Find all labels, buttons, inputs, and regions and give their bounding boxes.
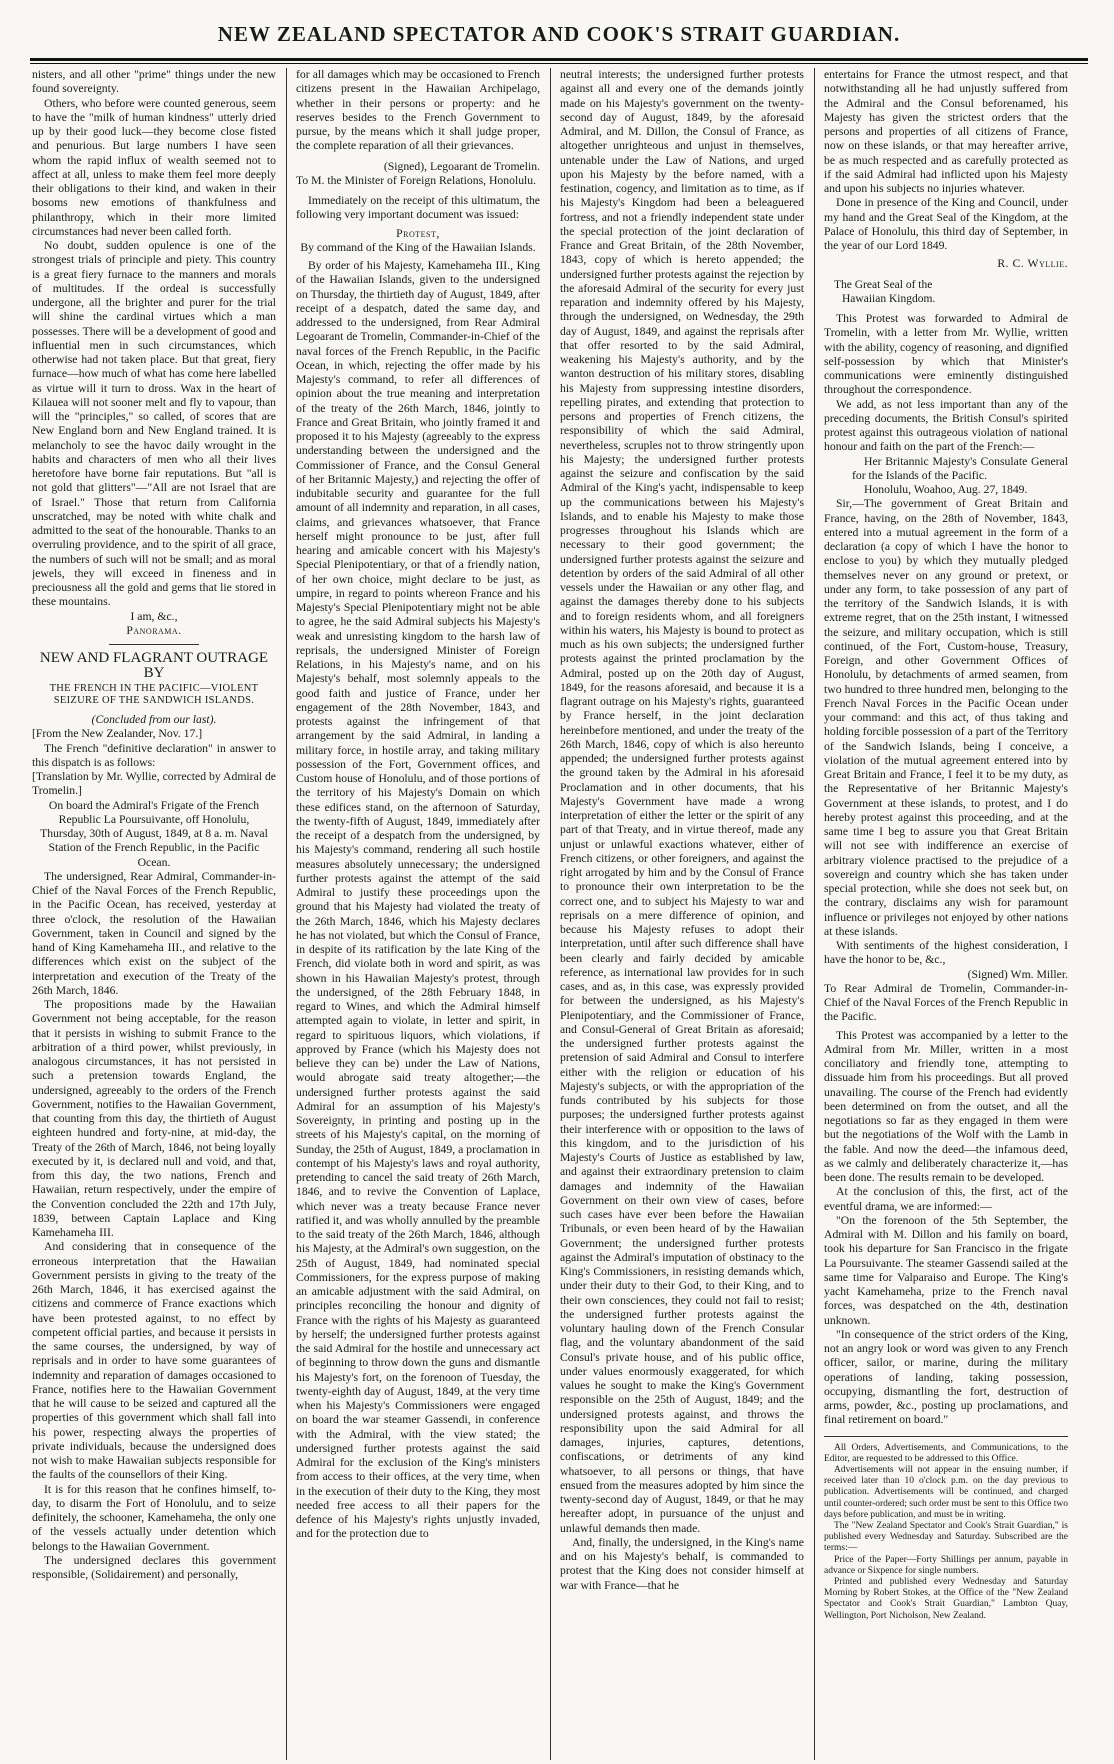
closing: I am, &c., bbox=[130, 609, 178, 623]
paragraph: With sentiments of the highest consideration, I have the honor to be, &c., bbox=[824, 939, 1068, 967]
dateline: Thursday, 30th of August, 1849, at 8 a. m. Naval Station of the French Republic, in the Pacific Ocean. bbox=[40, 827, 268, 869]
paragraph: The undersigned, Rear Admiral, Commander-in-Chief of the Naval Forces of the French Republic, in the Pacific Ocean, has received, yesterday at three o'clock, the resolution of the Hawaiian Government, taken in Council and signed by the hand of King Kamehameha III., and relative to the differences which exist on the subject of the interpretation and execution of the Treaty of the 26th March, 1846. bbox=[32, 869, 276, 997]
letter-heading: Her Britannic Majesty's Consulate General for the Islands of the Pacific. bbox=[852, 454, 1068, 482]
paragraph: It is for this reason that he confines himself, to-day, to disarm the Fort of Honolulu, and to seize definitely, the schooner, Kamehameha, the only one of the vessels actually under detention which belongs to the Hawaiian Government. bbox=[32, 1482, 276, 1553]
paragraph: nisters, and all other "prime" things under the new found sovereignty. bbox=[32, 68, 276, 96]
addressee: To Rear Admiral de Tromelin, Commander-in-Chief of the Naval Forces of the French Republic in the Pacific. bbox=[824, 981, 1068, 1024]
paragraph: Immediately on the receipt of this ultimatum, the following very important document was issued: bbox=[296, 194, 540, 222]
column-divider bbox=[550, 68, 551, 1760]
seal-line: The Great Seal of the bbox=[834, 278, 933, 291]
paragraph: Others, who before were counted generous, seem to have the "milk of human kindness" utterly dried up by their good luck—they become close fisted and penurious. But large numbers I have seen whom the rapid influx of wealth seemed not to affect at all, unless to make them feel more deeply their obligations to their kind, and waken in their bosoms new emotions of thankfulness and philanthropy, which in their more limited circumstances had never been called forth. bbox=[32, 96, 276, 238]
newspaper-title: NEW ZEALAND SPECTATOR AND COOK'S STRAIT GUARDIAN. bbox=[217, 22, 901, 46]
paragraph: The French "definitive declaration" in answer to this dispatch is as follows: bbox=[32, 741, 276, 769]
paragraph: neutral interests; the undersigned further protests against all and every one of the demands jointly made on his Majesty's government on the twenty-second day of August, 1849, by the aforesaid Admiral, and M. Dillon, the Consul of France, as altogether unrighteous and unjust in themselves, untenable under the Law of Nations, and urged upon his Majesty by the before named, with a festination, cogency, and limitation as to time, as if his Majesty's Kingdom had been a beleaguered fortress, and not a friendly independent state under the special protection of the joint declaration of France and Great Britain, of the 28th November, 1843, copy of which is hereto appended; the undersigned further protests against the rejection by the aforesaid Admiral of the security for every just reparation and indemnity offered by his Majesty, through the undersigned, on Wednesday, the 29th day of August, 1849, and against the reprisals after that offer resorted to by the said Admiral, weakening his Majesty's authority, and by the wanton destruction of his military stores, disabling his Majesty from suppressing intestine disorders, repelling pirates, and extending that protection to persons and properties of French citizens, the responsibility of which the said Admiral, nevertheless, scruples not to throw stringently upon his Majesty; the undersigned further protests against the seizure and confiscation by the said Admiral of the King's yacht, indispensable to keep up the communications between his Majesty's Islands, and to enable his Majesty to make those progresses throughout his Islands which are necessary to their good government; the undersigned further protests against the seizure and detention by orders of the said Admiral of all other vessels under the Hawaiian or any other flag, and against the damages thereby done to his subjects and to foreign residents whom, and all foreigners within his waters, his Majesty is bound to protect as much as his own subjects; the undersigned further protests against the printed proclamation by the Admiral, posted up on the 20th day of August, 1849, for the reasons aforesaid, and because it is a flagrant outrage on his Majesty's rights, guaranteed by France herself, in the joint declaration hereinbefore mentioned, and under the treaty of the 26th March, 1846, copy of which is also hereunto appended; the undersigned further protests against the ground taken by the Admiral in his aforesaid Proclamation and in other documents, that his Majesty's Government have made a wrong interpretation of either the letter or the spirit of any part of that Treaty, and in virtue thereof, made any unjust or unlawful exactions whatever, either of French citizens, or other foreigners, and against the right arrogated by him and by the Consul of France to pronounce their own interpretation to be the correct one, and to subject his Majesty to war and reprisals on a mere difference of opinion, and because his Majesty refuses to adopt their interpretation, until after such difference shall have been clearly and fairly decided by amicable reference, as international law provides for in such cases, and as, in this case, was expressly provided for between the undersigned, as his Majesty's Plenipotentiary, and the Commissioner of France, and Consul-General of Great Britain as aforesaid; the undersigned further protests against the pretension of said Admiral and Consul to interfere either with the religion or education of his Majesty's subjects, or with the appropriation of the funds contributed by his subjects for those purposes; the undersigned further protests against their interference with or opposition to the laws of this kingdom, and to the jurisdiction of his Majesty's Courts of Justice as established by law, and against their extraordinary pretension to claim damages and indemnity of the Hawaiian Government on their own view of cases, before such cases have ever been before the Hawaiian Tribunals, or even been heard of by the Hawaiian Government; the undersigned further protests against the Admiral's imputation of obstinacy to the King's Commissioners, in resisting demands which, under their duty to their God, to their King, and to their own consciences, they could not fail to resist; the undersigned further protests against the voluntary hauling down of the French Consular flag, and the voluntary abandonment of the said Consul's private house, and of his public office, under values enormously exaggerated, for which values he sought to make the King's Government responsible on the 25th of August, 1849; and the undersigned protests against, and throws the responsibility upon the said Admiral for all damages, injuries, captures, detentions, confiscations, or detriments of any kind whatsoever, to all persons or things, that have ensued from the measures adopted by him since the twenty-second day of August, 1849, or that he may hereafter adopt, in pursuance of the unjust and unlawful demands then made. bbox=[560, 68, 804, 1535]
signature: R. C. Wyllie. bbox=[997, 257, 1068, 271]
column-divider bbox=[814, 68, 815, 1760]
section-subheading: By command of the King of the Hawaiian Islands. bbox=[300, 240, 536, 254]
masthead-rule-thick bbox=[30, 58, 1088, 61]
paragraph: The propositions made by the Hawaiian Government not being acceptable, for the reason that it persists in wishing to submit France to the arbitration of a third power, whilst previously, in analogous circumstances, it has not persisted in such a pretension towards England, the undersigned, agreeably to the orders of the French Government, notifies to the Hawaiian Government, that counting from this day, the thirtieth of August eighteen hundred and forty-nine, at mid-day, the Treaty of the 26th of March, 1846, not being loyally executed by it, is declared null and void, and that, from this day, the two nations, French and Hawaiian, return respectively, under the empire of the Convention concluded the 22th and 17th July, 1839, between Captain Laplace and King Kamehameha III. bbox=[32, 998, 276, 1239]
continuation-note: (Concluded from our last). bbox=[91, 713, 217, 726]
masthead-rule-thin bbox=[30, 63, 1088, 64]
column-4 bbox=[824, 68, 1068, 1760]
paragraph: No doubt, sudden opulence is one of the strongest trials of principle and piety. This country is a great fiery furnace to the manners and morals of multitudes. If the ordeal is successfully undergone, all the brighter and purer for the trial will shine the cardinal virtues which a man possesses. There will be a development of good and influential men in such circumstances, which otherwise had not taken place. But that great, fiery furnace—how much of what has come here labelled as virtue will it turn to dross. Wax in the heart of Kilauea will not sooner melt and fly to vapour, than will the "principles," so called, of scores that are New England born and New England trained. It is melancholy to see the havoc daily wrought in the habits and characters of men who all their lives heretofore have borne fair reputations. But "all is not gold that glitters"—"All are not Israel that are of Israel." Those that return from California unscratched, may be noted with white chalk and admitted to the seat of the honourable. Thanks to an overruling providence, and to the spirit of all grace, the numbers of such will not be small; and as moral jewels, they will exceed in fineness and in preciousness all the gold and gems that lie stored in these mountains. bbox=[32, 239, 276, 609]
column-1 bbox=[32, 68, 276, 1760]
column-divider bbox=[286, 68, 287, 1760]
masthead bbox=[30, 0, 1088, 62]
paragraph: And considering that in consequence of the erroneous interpretation that the Hawaiian Government persists in giving to the treaty of the 26th March, 1846, it has exercised against the citizens and commerce of France exactions which have been protested against, to no effect by competent official parties, and because it persists in the same courses, the undersigned, by way of reprisals and in order to have some guarantees of indemnity and reparation of damages occasioned to France, notifies here to the Hawaiian Government that he will cause to be seized and captured all the properties of this government which shall fall into his power, respecting always the properties of private individuals, because the undersigned does not wish to make Hawaiian subjects responsible for the faults of the counsellors of their King. bbox=[32, 1240, 276, 1482]
dateline: Honolulu, Woahoo, Aug. 27, 1849. bbox=[864, 483, 1028, 496]
article-headline: NEW AND FLAGRANT OUTRAGE BY bbox=[39, 650, 269, 681]
section-heading: Protest, bbox=[396, 226, 440, 240]
paragraph: At the conclusion of this, the first, act of the eventful drama, we are informed:— bbox=[824, 1185, 1068, 1213]
paragraph: Sir,—The government of Great Britain and France, having, on the 28th of November, 1843, entered into a mutual agreement in the form of a declaration (a copy of which I have the honor to enclose to you) by which they mutually pledged themselves never on any ground or pretext, or under any form, to take possession of any part of the territory of the Sandwich Islands, it is with extreme regret, that on the 25th instant, I witnessed the seizure, and military occupation, which is still continued, of the Fort, Custom-house, Treasury, Foreign, and other Government Offices of Honolulu, by detachments of armed seamen, from two hundred to three hundred men, belonging to the French Naval Forces in the Pacific Ocean under your command: and this act, of thus taking and holding forcible possession of a part of the Territory of the Sandwich Islands, being I conceive, a violation of the mutual agreement entered into by Great Britain and France, I feel it to be my duty, as the Representative of her Britannic Majesty's Government at these islands, to protest, and I do hereby protest against this proceeding, and at the same time I beg to assure you that Great Britain will not see with indifference an exercise of arbitrary violence practised to the prejudice of a sovereign and country which she has taken under special protection, while she does not seek but, on the contrary, disclaims any wish for paramount influence or privileges not enjoyed by other nations at these islands. bbox=[824, 497, 1068, 938]
notice-line: All Orders, Advertisements, and Communications, to the Editor, are requested to be addressed to this Office. bbox=[824, 1442, 1068, 1464]
source-note: [From the New Zealander, Nov. 17.] bbox=[32, 727, 203, 741]
signature: (Signed), Legoarant de Tromelin. bbox=[383, 159, 540, 173]
paragraph: entertains for France the utmost respect, and that notwithstanding all he had unjustly suffered from the Admiral and the Consul beforenamed, his Majesty has given the strictest orders that the persons and properties of all citizens of France, now on these islands, or that may hereafter arrive, be as much respected and as carefully protected as if the said Admiral had inflicted upon his Majesty and upon his subjects no injuries whatever. bbox=[824, 68, 1068, 195]
addressee: To M. the Minister of Foreign Relations, Honolulu. bbox=[296, 173, 537, 187]
section-divider bbox=[109, 644, 199, 645]
paragraph: And, finally, the undersigned, in the King's name and on his Majesty's behalf, is commanded to protest that the King does not consider himself at war with France—that he bbox=[560, 1535, 804, 1592]
paragraph: for all damages which may be occasioned to French citizens present in the Hawaiian Archipelago, whether in their persons or property: and he reserves besides to the French Government to pursue, by the means which it shall judge proper, the complete reparation of all their grievances. bbox=[296, 68, 540, 153]
notice-line: Printed and published every Wednesday and Saturday Morning by Robert Stokes, at the Office of the "New Zealand Spectator and Cook's Strait Guardian," Lambton Quay, Wellington, Port Nicholson, New Zealand. bbox=[824, 1576, 1068, 1621]
signature: Panorama. bbox=[126, 623, 182, 637]
dateline: On board the Admiral's Frigate of the French Republic La Poursuivante, off Honolulu, bbox=[48, 798, 260, 826]
paragraph: The undersigned declares this government responsible, (Solidairement) and personally, bbox=[32, 1553, 276, 1581]
paragraph: This Protest was forwarded to Admiral de Tromelin, with a letter from Mr. Wyllie, written with the ability, cogency of reasoning, and dignified self-possession by which that Minister's communications were eminently distinguished throughout the correspondence. bbox=[824, 312, 1068, 397]
seal-line: Hawaiian Kingdom. bbox=[842, 292, 936, 305]
notice-line: The "New Zealand Spectator and Cook's Strait Guardian," is published every Wednesday and Saturday. Subscribed are the terms:— bbox=[824, 1520, 1068, 1554]
article-subheadline: THE FRENCH IN THE PACIFIC—VIOLENT SEIZURE OF THE SANDWICH ISLANDS. bbox=[49, 683, 259, 706]
paragraph: By order of his Majesty, Kamehameha III., King of the Hawaiian Islands, given to the undersigned on Thursday, the thirtieth day of August, 1849, after receipt of a despatch, dated the same day, and addressed to the undersigned, from Rear Admiral Legoarant de Tromelin, Commander-in-Chief of the naval forces of the French Republic, in the Pacific Ocean, in which, rejecting the offer made by his Majesty's command, to refer all differences of opinion about the true meaning and interpretation of the treaty of the 26th March, 1846, jointly to France and Great Britain, who jointly framed it and proposed it to his Majesty (agreeably to the express understanding between the undersigned and the Commissioner of France, and the Consul General of her Britannic Majesty,) and rejecting the offer of indubitable security and guarantee for the full amount of all indemnity and reparation, in all cases, claims, and grievances whatsoever, that France herself might pronounce to be just, after full hearing and amicable concert with his Majesty's Special Plenipotentiary, or that of a friendly nation, of her own choice, might declare to be just, as umpire, in regard to points whereon France and his Majesty's Special Plenipotentiary might not be able to agree, he the said Admiral subjects his Majesty's weak and unresisting kingdom to the harsh law of reprisals, the undersigned Minister of Foreign Relations, in his Majesty's name, and on his Majesty's behalf, most solemnly appeals to the good faith and justice of France, under her engagement of the 28th November, 1843, and protests against the infringement of that arrangement by the said Admiral, in landing a military force, in hostile array, and taking military possession of the Fort, Government offices, and Custom house of Honolulu, and of those portions of the territory of his Majesty's Domain on which these edifices stand, on the afternoon of Saturday, the twenty-fifth of August, 1849, immediately after the receipt of a despatch from the undersigned, by his Majesty's command, rendering all such hostile measures absolutely unnecessary; the undersigned further protests against the attempt of the said Admiral to justify these proceedings upon the ground that his Majesty had violated the treaty of the 26th March, 1846, which his Majesty declares he has not violated, but which the Consul of France, in despite of its ratification by the late King of the French, did violate both in word and spirit, as was shown in his Hawaiian Majesty's protest, through the undersigned, of the 28th February 1848, in regard to Wines, and which the Admiral himself attempted again to violate, in letter and spirit, in regard to spirituous liquors, which violations, if approved by France (which his Majesty does not believe they can be) under the Law of Nations, would abrogate said treaty altogether;—the undersigned further protests against the said Admiral for an assumption of his Majesty's Sovereignty, in printing and posting up in the streets of his Majesty's capital, on the morning of Sunday, the 25th of August, 1849, a proclamation in contempt of his Majesty's laws and royal authority, pretending to cancel the said treaty of 26th March, 1846, and to revive the Convention of Laplace, which never was a treaty because France never ratified it, and was wholly annulled by the preamble to the said treaty of the 26th March, 1846, although his Majesty, at the Admiral's own suggestion, on the 25th of August, 1849, had nominated special Commissioners, for the express purpose of making an amicable adjustment with the said Admiral, on principles reconciling the honour and dignity of France with the rights of his Majesty as guaranteed by herself; the undersigned further protests against the said Admiral for the hostile and unnecessary act of beginning to throw down the guns and dismantle his Majesty's fort, on the forenoon of Tuesday, the twenty-eighth day of August, 1849, at the very time when his Majesty's Commissioners were engaged on board the war steamer Gassendi, in conference with the Admiral, with the view stated; the undersigned further protests against the said Admiral for the exclusion of the King's ministers from access to their offices, at the very time, when in the execution of their duty to the King, they most needed free access to all their papers for the defence of his Majesty's rights unjustly invaded, and for the protection due to bbox=[296, 259, 540, 1541]
paragraph: Done in presence of the King and Council, under my hand and the Great Seal of the Kingdom, at the Palace of Honolulu, this third day of September, in the year of our Lord 1849. bbox=[824, 196, 1068, 252]
paragraph: "On the forenoon of the 5th September, the Admiral with M. Dillon and his family on board, took his departure for San Francisco in the frigate La Poursuivante. The steamer Gassendi sailed at the same time for Valparaiso and Europe. The King's yacht Kamehameha, prize to the French naval forces, was despatched on the 4th, destination unknown. bbox=[824, 1213, 1068, 1327]
seal-notation bbox=[834, 278, 1068, 307]
paragraph: "In consequence of the strict orders of the King, not an angry look or word was given to any French officer, sailor, or marine, during the military operations of landing, taking possession, occupying, dismantling the fort, destruction of arms, powder, &c., posting up proclamations, and final retirement on board." bbox=[824, 1327, 1068, 1427]
paragraph: We add, as not less important than any of the preceding documents, the British Consul's spirited protest against this outrageous violation of national honour and faith on the part of the French:— bbox=[824, 397, 1068, 454]
publication-notice bbox=[824, 1436, 1068, 1622]
signature: (Signed) Wm. Miller. bbox=[967, 967, 1068, 981]
notice-line: Price of the Paper—Forty Shillings per annum, payable in advance or Sixpence for single numbers. bbox=[824, 1554, 1068, 1576]
paragraph: This Protest was accompanied by a letter to the Admiral from Mr. Miller, written in a most conciliatory and friendly tone, attempting to dissuade him from his proceedings. But all proved unavailing. The course of the French had evidently been determined on from the outset, and all the negotiations so far as they engaged in them were but the negotiations of the Wolf with the Lamb in the fable. And now the deed—the infamous deed, as we calmly and deliberately characterize it,—has been done. The results remain to be developed. bbox=[824, 1028, 1068, 1184]
column-2 bbox=[296, 68, 540, 1760]
notice-line: Advertisements will not appear in the ensuing number, if received later than 10 o'clock p.m. on the day previous to publication. Advertisements will be continued, and charged until counter-ordered; such order must be sent to this Office two days before publication, and must be in writing. bbox=[824, 1464, 1068, 1520]
paragraph: [Translation by Mr. Wyllie, corrected by Admiral de Tromelin.] bbox=[32, 770, 276, 798]
column-3 bbox=[560, 68, 804, 1760]
